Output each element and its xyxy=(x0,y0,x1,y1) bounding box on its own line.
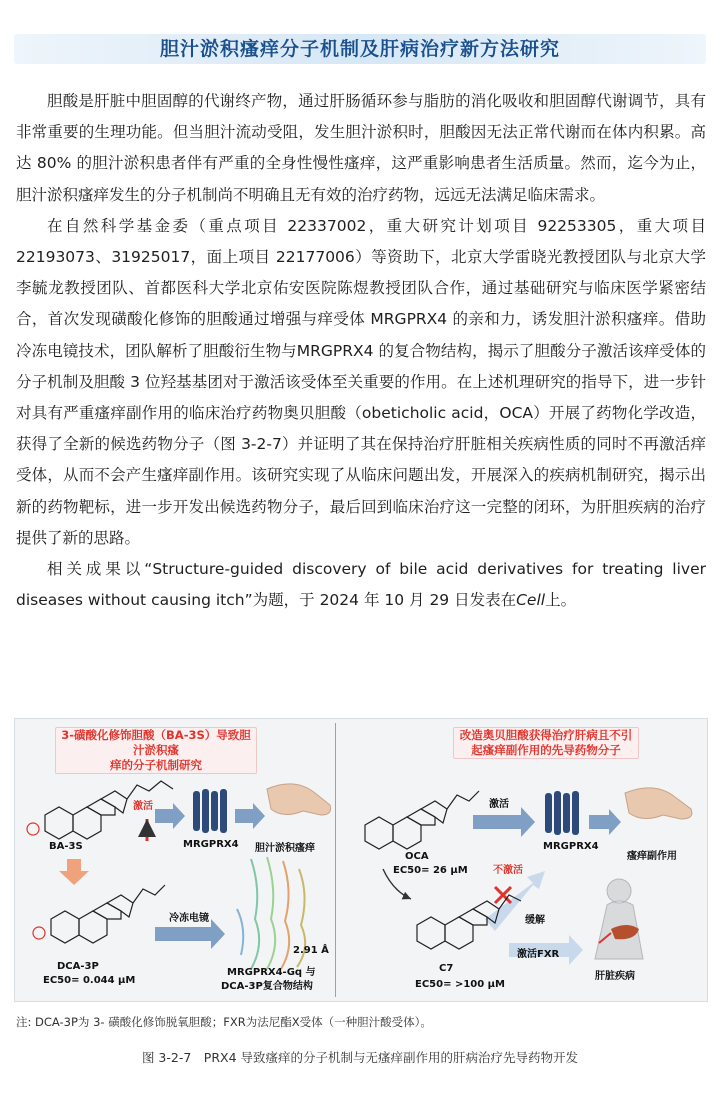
mrgprx4-receptor-icon xyxy=(193,789,227,833)
left-title-line-1: 3-磺酸化修饰胆酸（BA-3S）导致胆汁淤积瘙 xyxy=(61,728,251,757)
complex-label-line-1: MRGPRX4-Gq 与 xyxy=(227,967,316,978)
figure-caption: 图 3-2-7 PRX4 导致瘙痒的分子机制与无瘙痒副作用的肝病治疗先导药物开发 xyxy=(141,1050,579,1065)
c7-label: C7 xyxy=(439,963,454,974)
arrow-right-icon xyxy=(155,803,185,829)
left-panel-title xyxy=(55,727,257,774)
arrow-right-icon xyxy=(589,809,621,835)
activate-label: 激活 xyxy=(133,801,153,812)
right-title-line-1: 改造奥贝胆酸获得治疗肝病且不引 xyxy=(459,728,633,742)
c7-structure-icon xyxy=(417,895,521,949)
figure-3-2-7 xyxy=(14,718,708,1002)
dca3p-label: DCA-3P xyxy=(57,961,99,972)
left-title-line-2: 痒的分子机制研究 xyxy=(110,758,202,772)
fxr-label: 激活FXR xyxy=(517,949,560,960)
mrgprx4-receptor-icon xyxy=(545,791,579,835)
arrow-down-icon xyxy=(59,859,89,885)
paragraph-2: 在自然科学基金委（重点项目 22337002，重大研究计划项目 92253305，重大项目 22193073、31925017，面上项目 22177006）等资助下，北京大学雷晓光教授团队与北京大学李毓龙教授团队、首都医科大学北京佑安医院陈煜教授团队合作，通过基础研究与临床医学紧密结合，首次发现磺酸化修饰的胆酸通过增强与痒受体 MRGPRX4 的亲和力，诱发胆汁淤积瘙痒。借助冷冻电镜技术，团队解析了胆酸衍生物与MRGPRX4 的复合物结构，揭示了胆酸分子激活该痒受体的分子机制及胆酸 3 位羟基基团对于激活该受体至关重要的作用。在上述机理研究的指导下，进一步针对具有严重瘙痒副作用的临床治疗药物奥贝胆酸（obeticholic acid，OCA）开展了药物化学改造，获得了全新的候选药物分子（图 3-2-7）并证明了其在保持治疗肝脏相关疾病性质的同时不再激活痒受体，从而不会产生瘙痒副作用。该研究实现了从临床问题出发，开展深入的疾病机制研究，揭示出新的药物靶标，进一步开发出候选药物分子，最后回到临床治疗这一完整的闭环，为肝胆疾病的治疗提供了新的思路。 xyxy=(16,216,706,547)
itch-label: 胆汁淤积瘙痒 xyxy=(255,843,315,854)
complex-label-line-2: DCA-3P复合物结构 xyxy=(221,981,313,992)
relieve-label: 缓解 xyxy=(525,915,545,926)
human-body-icon xyxy=(595,879,643,959)
arrow-right-icon xyxy=(473,807,535,837)
hand-itch-icon xyxy=(267,784,331,815)
figure-note: 注: DCA-3P为 3- 磺酸化修饰脱氧胆酸；FXR为法尼酯X受体（一种胆汁酸受体）。 xyxy=(16,1015,432,1029)
right-title-line-2: 起瘙痒副作用的先导药物分子 xyxy=(471,743,621,757)
hand-itch-icon xyxy=(625,788,692,819)
oca-label: OCA xyxy=(405,851,429,862)
page-title: 胆汁淤积瘙痒分子机制及肝病治疗新方法研究 xyxy=(159,38,560,60)
title-banner xyxy=(14,34,706,64)
oca-ec50-label: EC50= 26 μM xyxy=(393,865,468,876)
liver-disease-label: 肝脏疾病 xyxy=(595,971,635,982)
journal-name: Cell xyxy=(516,591,546,610)
mrgprx4-label: MRGPRX4 xyxy=(183,839,239,850)
c7-ec50-label: EC50= >100 μM xyxy=(415,979,505,990)
mrgprx4-2-label: MRGPRX4 xyxy=(543,841,599,852)
paragraph-1: 胆酸是肝脏中胆固醇的代谢终产物，通过肝肠循环参与脂肪的消化吸收和胆固醇代谢调节，具有非常重要的生理功能。但当胆汁流动受阻，发生胆汁淤积时，胆酸因无法正常代谢而在体内积累。高达 80% 的胆汁淤积患者伴有严重的全身性慢性瘙痒，这严重影响患者生活质量。然而，迄今为止，胆汁淤积瘙痒发生的分子机制尚不明确且无有效的治疗药物，远远无法满足临床需求。 xyxy=(16,92,706,204)
oca-structure-icon xyxy=(365,791,479,849)
dca3p-ec50-label: EC50= 0.044 μM xyxy=(43,975,136,986)
arrow-right-icon xyxy=(235,803,265,829)
paragraph-3-end: 上。 xyxy=(545,591,577,610)
ba3s-label: BA-3S xyxy=(49,841,83,852)
right-panel-title xyxy=(453,727,639,759)
dca3p-structure-icon xyxy=(33,885,165,943)
itch-side-effect-label: 瘙痒副作用 xyxy=(627,851,677,862)
article-body xyxy=(16,86,706,616)
panel-divider xyxy=(335,723,336,997)
not-activate-label: 不激活 xyxy=(493,865,523,876)
cryoem-label: 冷冻电镜 xyxy=(169,913,209,924)
paragraph-3 xyxy=(16,554,706,616)
paragraph-3-text: 相关成果以“Structure-guided discovery of bile acid derivatives for treating liver diseases without causing itch”为题，于 2024 年 10 月 29 日发表在 xyxy=(16,560,706,610)
activate-2-label: 激活 xyxy=(489,799,509,810)
resolution-label: 2.91 Å xyxy=(293,945,329,956)
